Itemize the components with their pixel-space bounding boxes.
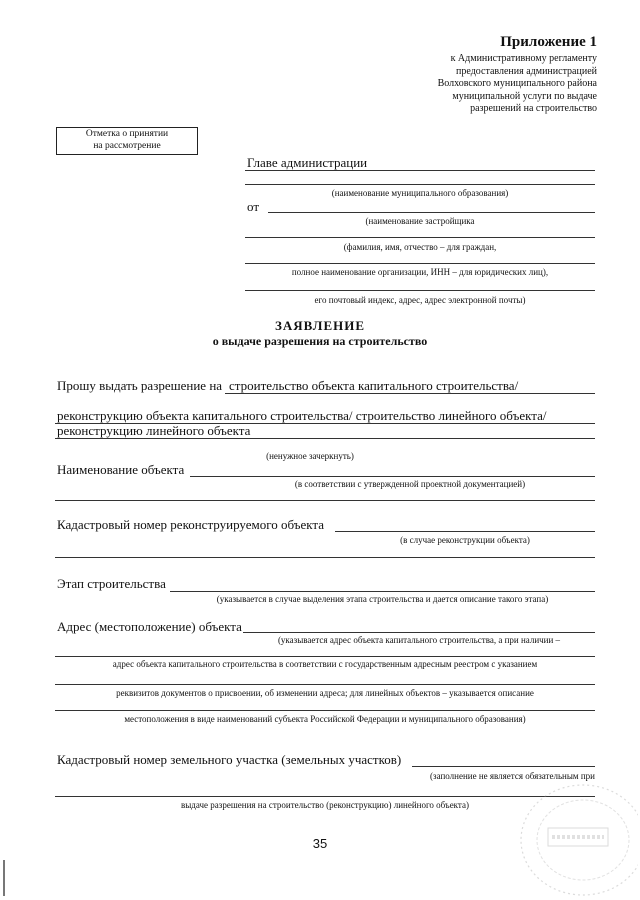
request-caption: (ненужное зачеркнуть) (266, 451, 354, 461)
object-name-label: Наименование объекта (57, 462, 185, 477)
object-name-line[interactable] (190, 476, 595, 477)
municipality-caption: (наименование муниципального образования) (331, 188, 509, 198)
appendix-line: предоставления администрацией (456, 65, 597, 77)
from-label: от (247, 199, 260, 214)
request-option-3: реконструкцию линейного объекта (57, 423, 251, 438)
stage-caption: (указывается в случае выделения этапа строительства и дается описание такого этапа) (216, 594, 549, 604)
addressee-line[interactable] (245, 170, 595, 171)
appendix-title: Приложение 1 (500, 34, 597, 50)
contacts-caption: его почтовый индекс, адрес, адрес электронной почты) (314, 295, 526, 305)
land-caption-2: выдаче разрешения на строительство (реконструкцию) линейного объекта) (181, 800, 469, 810)
acceptance-mark-line2: на рассмотрение (93, 141, 161, 151)
address-label: Адрес (местоположение) объекта (57, 619, 242, 634)
page-number: 35 (312, 836, 328, 851)
request-line-1[interactable] (225, 393, 595, 394)
cadastral-object-line-2[interactable] (55, 557, 595, 558)
scan-edge-mark (3, 860, 5, 896)
request-label: Прошу выдать разрешение на (57, 378, 223, 393)
document-subtitle: о выдаче разрешения на строительство (212, 334, 428, 348)
contacts-line[interactable] (245, 290, 595, 291)
request-option-1: строительство объекта капитального строительства/ (229, 378, 519, 393)
request-option-2: реконструкцию объекта капитального строительства/ строительство линейного объекта/ (57, 408, 547, 423)
address-line-1[interactable] (243, 632, 595, 633)
stage-label: Этап строительства (57, 576, 166, 591)
appendix-reference (337, 53, 597, 116)
developer-line[interactable] (268, 212, 595, 213)
cadastral-object-caption: (в случае реконструкции объекта) (400, 535, 530, 545)
object-name-line-2[interactable] (55, 500, 595, 501)
document-title: ЗАЯВЛЕНИЕ (274, 318, 366, 333)
appendix-line: Волховского муниципального района (437, 78, 597, 90)
land-line[interactable] (412, 766, 595, 767)
address-caption-4: местоположения в виде наименований субъекта Российской Федерации и муниципального образования) (124, 714, 526, 724)
org-line[interactable] (245, 263, 595, 264)
acceptance-mark-line1: Отметка о принятии (85, 129, 169, 139)
land-label: Кадастровый номер земельного участка (земельных участков) (57, 752, 402, 767)
request-line-3[interactable] (55, 438, 595, 439)
addressee-head: Главе администрации (247, 155, 368, 170)
address-caption-1: (указывается адрес объекта капитального строительства, а при наличии – (277, 635, 561, 645)
fio-caption: (фамилия, имя, отчество – для граждан, (343, 242, 497, 252)
appendix-line: к Административному регламенту (450, 53, 597, 64)
org-caption: полное наименование организации, ИНН – для юридических лиц), (291, 267, 549, 277)
cadastral-object-label: Кадастровый номер реконструируемого объекта (57, 517, 325, 532)
appendix-line: муниципальной услуги по выдаче (452, 90, 597, 102)
address-line-3[interactable] (55, 684, 595, 685)
municipality-line[interactable] (245, 184, 595, 185)
stage-line[interactable] (170, 591, 595, 592)
cadastral-object-line[interactable] (335, 531, 595, 532)
address-line-2[interactable] (55, 656, 595, 657)
seal-stamp-icon (488, 770, 638, 900)
fio-line[interactable] (245, 237, 595, 238)
appendix-line: разрешений на строительство (470, 103, 597, 115)
developer-caption: (наименование застройщика (365, 216, 475, 226)
land-caption-1: (заполнение не является обязательным при (430, 771, 595, 781)
acceptance-mark-box (56, 127, 198, 155)
address-caption-2: адрес объекта капитального строительства в соответствии с государственным адресным реестром с указанием (112, 659, 538, 669)
address-line-4[interactable] (55, 710, 595, 711)
object-name-caption: (в соответствии с утвержденной проектной документацией) (294, 479, 526, 489)
address-caption-3: реквизитов документов о присвоении, об изменении адреса; для линейных объектов – указывается описание (116, 688, 534, 698)
